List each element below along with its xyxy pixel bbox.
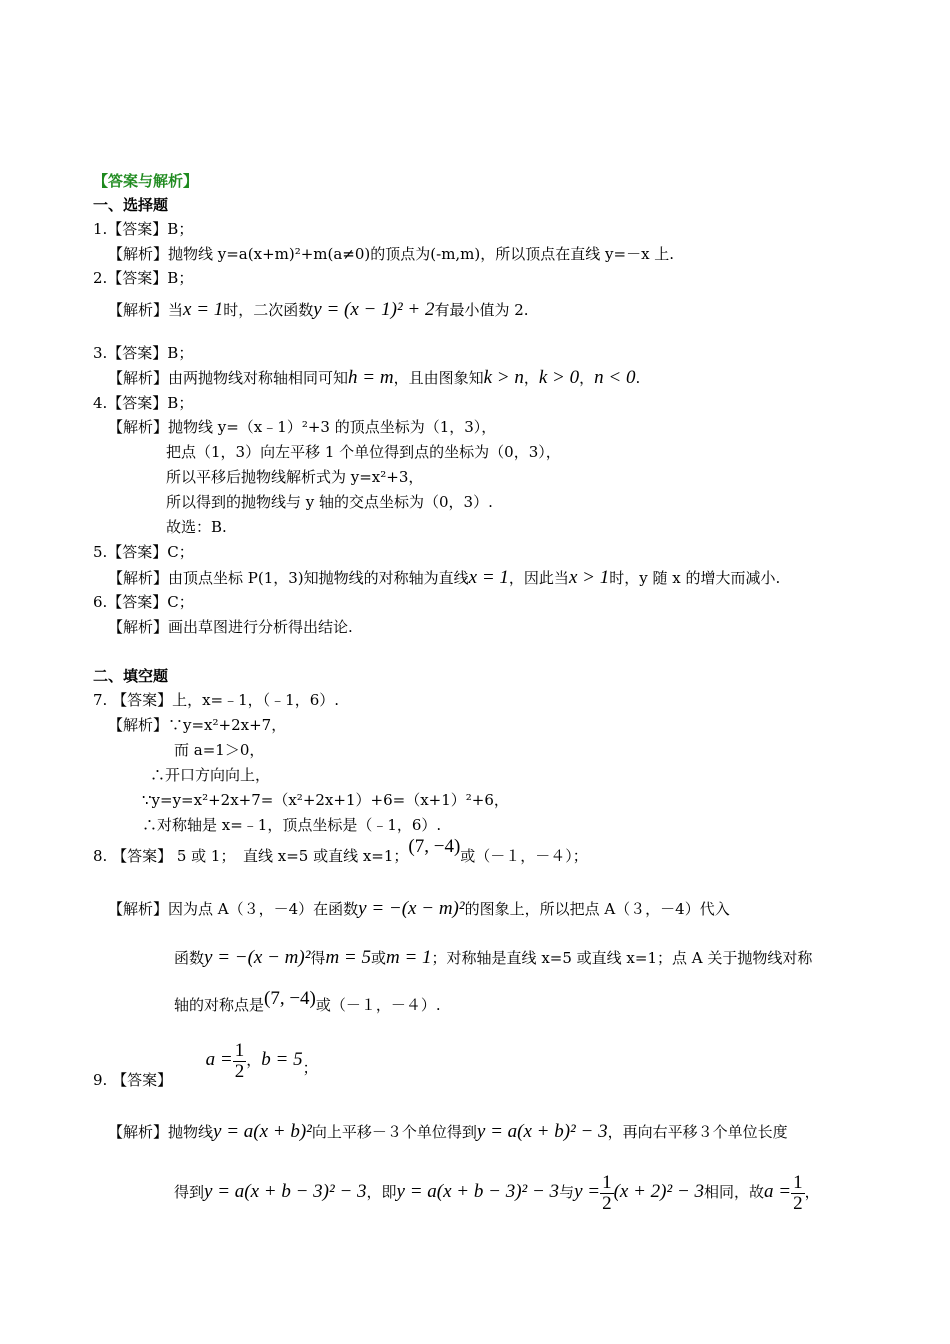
q2-text-post: 有最小值为 2. <box>434 301 529 319</box>
q8e2-a: 得 <box>310 949 326 967</box>
q8e1-math: y = −(x − m)² <box>358 898 465 919</box>
q8-explanation-2 <box>174 948 812 968</box>
q3-text-mid: ，且由图象知 <box>393 369 484 387</box>
q8e1-post: 的图象上，所以把点 A（３，－4）代入 <box>464 900 730 918</box>
q3-math-4: n < 0 <box>594 367 636 388</box>
q9e2-a-fraction <box>791 1173 805 1214</box>
q3-math-1: h = m <box>348 367 394 388</box>
q2-math-2: y = (x − 1)² + 2 <box>313 299 435 320</box>
q9e2-fraction <box>600 1173 614 1214</box>
q3-math-2: k > n <box>483 367 524 388</box>
q5-text-pre: 【解析】由顶点坐标 P(1，3)知抛物线的对称轴为直线 <box>108 569 469 587</box>
q9e2-a-den: 2 <box>793 1192 803 1214</box>
q9-answer-b: b = 5 <box>261 1049 303 1070</box>
q9e2-a: ，即 <box>366 1183 397 1201</box>
q3-answer: 3.【答案】B； <box>93 344 194 362</box>
q6-answer: 6.【答案】C； <box>93 593 194 611</box>
q8-answer-pre: 8. 【答案】 5 或 1； 直线 x=5 或直线 x=1； <box>93 847 409 865</box>
q2-explanation <box>108 300 529 320</box>
q9-answer-label: 9. 【答案】 <box>93 1071 173 1089</box>
q9-fraction-num: 1 <box>234 1039 245 1061</box>
q9e2-pre: 得到 <box>174 1183 205 1201</box>
q4-explanation-3: 所以平移后抛物线解析式为 y=x²+3， <box>166 468 424 486</box>
q8e1-pre: 【解析】因为点 A（３，－4）在函数 <box>108 900 359 918</box>
q8e3-pre: 轴的对称点是 <box>174 996 265 1014</box>
q8-explanation-3 <box>174 988 441 1015</box>
q9e2-frac-tail: (x + 2)² − 3 <box>613 1181 705 1202</box>
q9-fraction-den: 2 <box>234 1060 245 1082</box>
q3-math-3: k > 0 <box>538 367 580 388</box>
q5-text-post: 时，y 随 x 的增大而减小. <box>609 569 781 587</box>
section-fill-blank: 二、填空题 <box>93 667 169 685</box>
q8-answer <box>93 836 588 866</box>
q9e2-math-1: y = a(x + b − 3)² − 3 <box>204 1181 367 1202</box>
q1-explanation: 【解析】抛物线 y=a(x+m)²+m(a≠0)的顶点为(-m,m)，所以顶点在直线 y=－x 上. <box>108 245 675 263</box>
q9e2-fraction-num: 1 <box>602 1171 612 1193</box>
q5-math-2: x > 1 <box>568 567 610 588</box>
q8-answer-post: 或（－１，－４）； <box>460 847 588 865</box>
q9e2-a-lhs: a = <box>764 1181 792 1202</box>
q9e1-math-1: y = a(x + b)² <box>213 1121 312 1142</box>
q5-math-1: x = 1 <box>468 567 509 588</box>
q8e2-pre: 函数 <box>174 949 205 967</box>
q9e2-fraction-den: 2 <box>602 1192 612 1214</box>
q2-math-1: x = 1 <box>183 299 224 320</box>
q2-text-pre: 【解析】当 <box>108 301 184 319</box>
q9e2-frac-y: y = <box>574 1181 601 1202</box>
q8-answer-math: (7, −4) <box>408 836 461 857</box>
q9e2-b: 与 <box>559 1183 575 1201</box>
q4-explanation-4: 所以得到的抛物线与 y 轴的交点坐标为（0，3）. <box>166 493 493 511</box>
q6-explanation: 【解析】画出草图进行分析得出结论. <box>108 618 353 636</box>
q4-answer: 4.【答案】B； <box>93 394 194 412</box>
q5-explanation <box>108 568 780 588</box>
q7-explanation-1: 【解析】∵y=x²+2x+7， <box>108 716 287 734</box>
q9e2-math-2: y = a(x + b − 3)² − 3 <box>396 1181 560 1202</box>
q8e2-math-2: m = 5 <box>325 947 371 968</box>
q7-explanation-5: ∴对称轴是 x=﹣1，顶点坐标是（﹣1，6）. <box>142 816 442 834</box>
q9e2-c: 相同，故 <box>704 1183 765 1201</box>
q8e3-post: 或（－１，－４）. <box>315 996 441 1014</box>
q2-text-mid: 时，二次函数 <box>223 301 314 319</box>
q2-answer: 2.【答案】B； <box>93 269 194 287</box>
q4-explanation-1: 【解析】抛物线 y=（x﹣1）²+3 的顶点坐标为（1，3）， <box>108 418 497 436</box>
q9e1-math-2: y = a(x + b)² − 3 <box>476 1121 608 1142</box>
q5-text-mid: ，因此当 <box>508 569 569 587</box>
q8e3-math: (7, −4) <box>264 988 316 1009</box>
q4-explanation-5: 故选：B. <box>166 518 227 536</box>
answer-heading: 【答案与解析】 <box>93 172 199 190</box>
q7-explanation-2: 而 a=1＞0， <box>174 741 265 759</box>
q9e1-post: ，再向右平移３个单位长度 <box>607 1123 788 1141</box>
q8e2-post: ；对称轴是直线 x=5 或直线 x=1；点 A 关于抛物线对称 <box>431 949 813 967</box>
q9e2-a-num: 1 <box>793 1171 803 1193</box>
q7-explanation-3: ∴开口方向向上， <box>150 766 271 784</box>
q3-explanation: 【解析】由两抛物线对称轴相同可知h = m，且由图象知k > n，k > 0，n < 0. <box>108 367 641 388</box>
q9-explanation-1 <box>108 1122 788 1142</box>
q5-answer: 5.【答案】C； <box>93 543 194 561</box>
q9-answer: 9. 【答案】 a = $\frac{1}{2}$ ，b = 5； <box>93 1039 318 1089</box>
q9e1-pre: 【解析】抛物线 <box>108 1123 214 1141</box>
q1-answer: 1.【答案】B； <box>93 220 194 238</box>
q8-explanation-1 <box>108 899 730 919</box>
q7-explanation-4: ∵y=y=x²+2x+7=（x²+2x+1）+6=（x+1）²+6， <box>142 791 509 809</box>
q9e1-mid: 向上平移－３个单位得到 <box>311 1123 477 1141</box>
q9-explanation-2: 得到y = a(x + b − 3)² − 3，即y = a(x + b − 3)² − 3与y = $\frac{1}{2}$ (x + 2)² − 3相同，故a = $\frac{1}{2}$ ， <box>174 1171 820 1214</box>
q4-explanation-2: 把点（1，3）向左平移 1 个单位得到点的坐标为（0，3）， <box>166 443 561 461</box>
q8e2-math-1: y = −(x − m)² <box>204 947 311 968</box>
q3-text-pre: 【解析】由两抛物线对称轴相同可知 <box>108 369 349 387</box>
section-multiple-choice: 一、选择题 <box>93 196 169 214</box>
q8e2-b: 或 <box>370 949 386 967</box>
q9-answer-fraction <box>233 1041 247 1082</box>
q7-answer: 7. 【答案】上，x=﹣1，（﹣1，6）. <box>93 691 340 709</box>
q8e2-math-3: m = 1 <box>386 947 432 968</box>
q9-answer-a-lhs: a = <box>205 1049 233 1070</box>
